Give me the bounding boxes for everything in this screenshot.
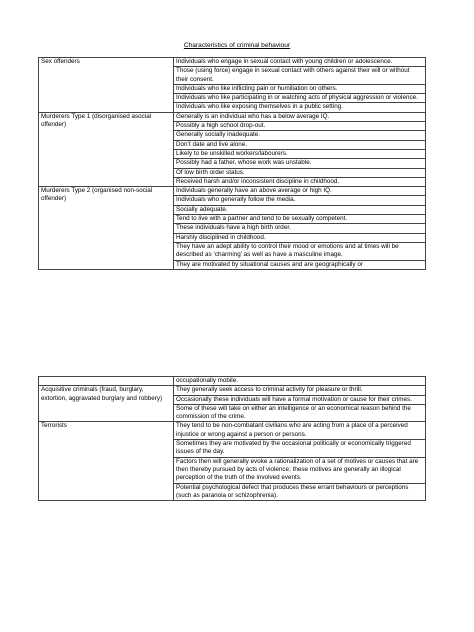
table-row bbox=[39, 187, 426, 196]
trait-cell: Possibly a high school drop-out. bbox=[174, 122, 426, 131]
trait-cell: Individuals who like exposing themselves in a public setting. bbox=[174, 103, 426, 112]
trait-cell: Occasionally these individuals will have a formal motivation or cause for their crimes. bbox=[174, 395, 426, 404]
criminal-behaviour-table-page-2 bbox=[38, 376, 426, 501]
category-cell: Acquisitive criminals (fraud, burglary, extortion, aggravated burglary and robbery) bbox=[39, 386, 174, 422]
trait-cell: They generally seek access to criminal activity for pleasure or thrill. bbox=[174, 386, 426, 395]
trait-cell: Don’t date and live alone. bbox=[174, 140, 426, 149]
document-title: Characteristics of criminal behaviour bbox=[183, 42, 291, 49]
trait-cell: Those (using force) engage in sexual contact with others against their will or without their consent. bbox=[174, 67, 426, 85]
trait-cell: Possibly had a father, whose work was unstable. bbox=[174, 159, 426, 168]
table-row bbox=[39, 422, 426, 440]
trait-cell: Some of these will take on either an intelligence or an economical reason behind the commission of the crime. bbox=[174, 404, 426, 422]
category-cell: Murderers Type 1 (disorganised asocial offender) bbox=[39, 112, 174, 186]
trait-cell: Of low birth order status. bbox=[174, 168, 426, 177]
trait-cell: Individuals who like inflicting pain or humiliation on others. bbox=[174, 84, 426, 93]
trait-cell: Generally socially inadequate. bbox=[174, 131, 426, 140]
trait-cell: These individuals have a high birth order. bbox=[174, 224, 426, 233]
table-row bbox=[39, 112, 426, 121]
trait-cell: Received harsh and/or inconsistent discipline in childhood. bbox=[174, 177, 426, 186]
trait-cell: Individuals who engage in sexual contact with young children or adolescence. bbox=[174, 58, 426, 67]
trait-cell: Individuals who generally follow the media. bbox=[174, 196, 426, 205]
trait-cell: Factors then will generally evoke a rationalization of a set of motives or causes that are then thereby pursued by acts of violence; these motives are generally an illogical perception of the truth of the involved events. bbox=[174, 457, 426, 483]
criminal-behaviour-table-page-1 bbox=[38, 57, 426, 270]
trait-cell: They tend to be non-combatant civilians who are acting from a place of a perceived injustice or wrong against a person or persons. bbox=[174, 422, 426, 440]
trait-cell: They have an adept ability to control their mood or emotions and at times will be described as ‘charming’ as well as have a masculine image. bbox=[174, 242, 426, 260]
trait-cell: occupationally mobile. bbox=[174, 377, 426, 386]
trait-cell: Likely to be unskilled workers/labourers. bbox=[174, 149, 426, 158]
trait-cell: Tend to live with a partner and tend to be sexually competent. bbox=[174, 215, 426, 224]
table-row bbox=[39, 386, 426, 395]
category-cell bbox=[39, 377, 174, 386]
category-cell: Sex offenders bbox=[39, 58, 174, 113]
trait-cell: Generally is an individual who has a below average IQ. bbox=[174, 112, 426, 121]
category-cell: Murderers Type 2 (organised non-social offender) bbox=[39, 187, 174, 270]
table-row bbox=[39, 377, 426, 386]
trait-cell: They are motivated by situational causes and are geographically or bbox=[174, 260, 426, 269]
trait-cell: Individuals who like participating in or watching acts of physical aggression or violence. bbox=[174, 94, 426, 103]
table-row bbox=[39, 58, 426, 67]
trait-cell: Socially adequate. bbox=[174, 205, 426, 214]
trait-cell: Harshly disciplined in childhood. bbox=[174, 233, 426, 242]
category-cell: Terrorists bbox=[39, 422, 174, 501]
trait-cell: Potential psychological defect that produces these errant behaviours or perceptions (such as paranoia or schizophrenia). bbox=[174, 483, 426, 501]
trait-cell: Sometimes they are motivated by the occasional politically or economically triggered issues of the day. bbox=[174, 440, 426, 458]
trait-cell: Individuals generally have an above average or high IQ. bbox=[174, 187, 426, 196]
